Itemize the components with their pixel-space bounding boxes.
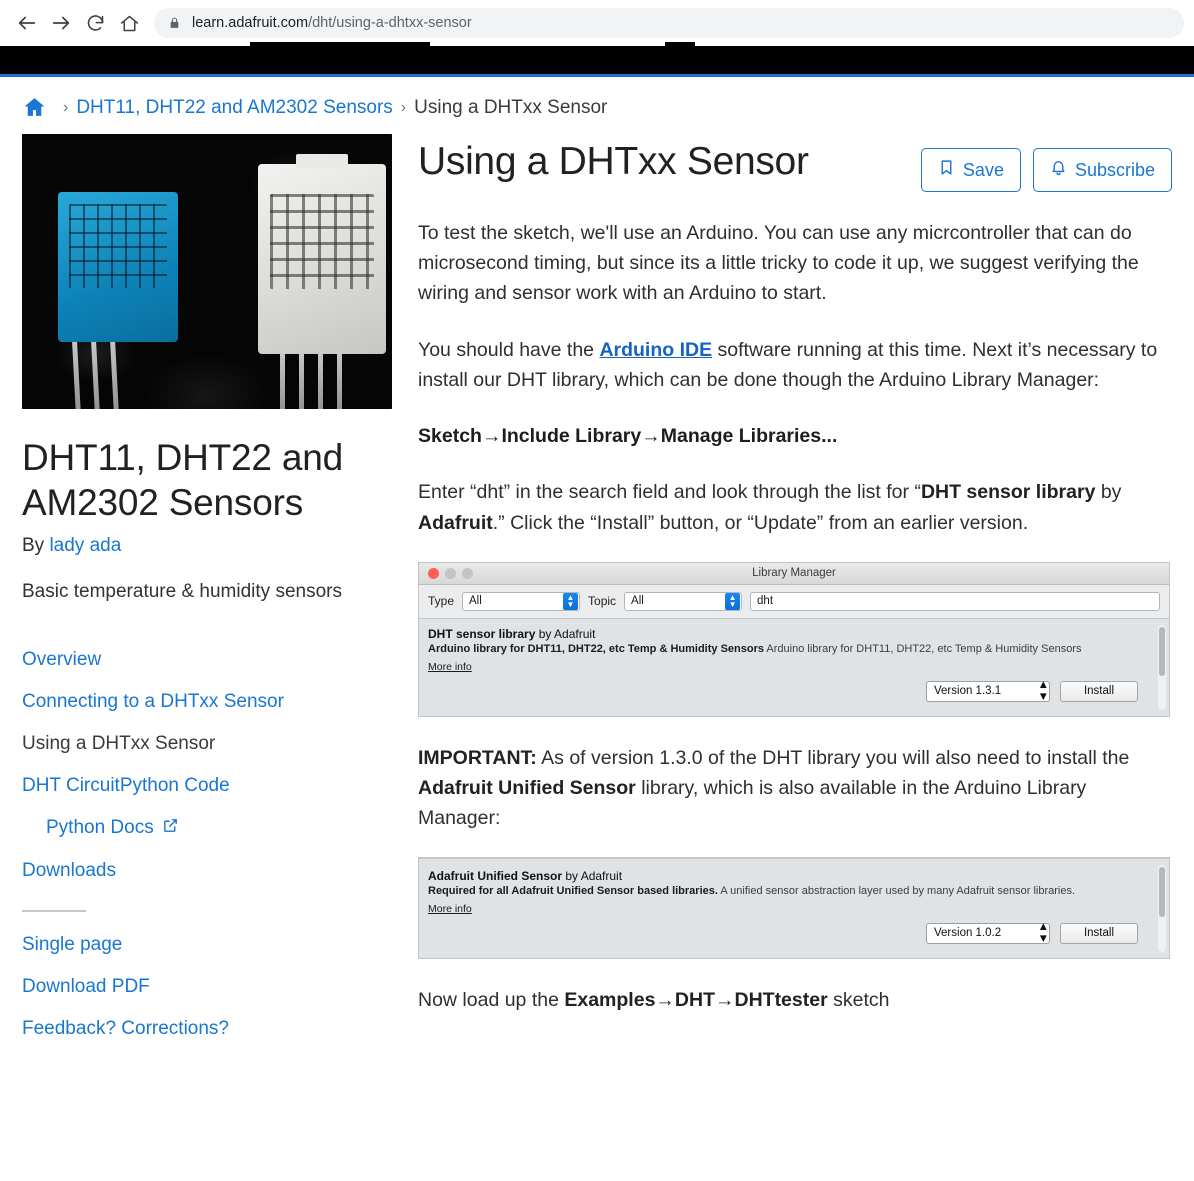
- p3-d: Adafruit: [418, 511, 493, 534]
- lm-scrollbar: [1158, 625, 1166, 710]
- lm-window-title: Library Manager: [752, 567, 836, 580]
- paragraph-ide-after: software running at this time. Next it’s necessary to install our DHT library, which can be done though the Arduino Library Manager:: [418, 338, 1158, 391]
- content-header: [418, 140, 1172, 192]
- forward-icon[interactable]: [44, 6, 78, 40]
- lm-type-label: Type: [428, 594, 455, 609]
- lm-entry-desc-bold: Arduino library for DHT11, DHT22, etc Temp & Humidity Sensors: [428, 642, 764, 655]
- toc-item-python-docs[interactable]: [22, 807, 394, 850]
- lm-topic-select: [624, 592, 742, 611]
- lm-more-info-link: More info: [428, 660, 472, 673]
- back-icon[interactable]: [10, 6, 44, 40]
- toc-item-label: Python Docs: [46, 817, 154, 839]
- toc-item-feedback[interactable]: Feedback? Corrections?: [22, 1017, 229, 1039]
- lm-more-info-link: More info: [428, 902, 472, 915]
- author-link[interactable]: lady ada: [49, 535, 122, 557]
- lm-version-select: [926, 923, 1050, 944]
- paragraph-load-example: [418, 985, 1172, 1015]
- lm-entry-desc-rest: A unified sensor abstraction layer used by many Adafruit sensor libraries.: [717, 885, 1076, 898]
- library-manager-screenshot-2: [418, 857, 1170, 959]
- dht22-pins: [280, 351, 342, 409]
- toc-item-download-pdf[interactable]: Download PDF: [22, 975, 150, 997]
- lm-entry-author: by Adafruit: [535, 626, 596, 641]
- header-actions: [921, 140, 1172, 192]
- lm-entry-name: DHT sensor library: [428, 626, 536, 641]
- guide-title: DHT11, DHT22 and AM2302 Sensors: [22, 437, 344, 524]
- p4-d: library, which is also available in the Arduino Library Manager:: [418, 776, 1087, 829]
- paragraph-search: [418, 477, 1172, 537]
- lm-search-value: dht: [757, 595, 774, 608]
- page-title: Using a DHTxx Sensor: [418, 140, 809, 183]
- p5-c: sketch: [827, 988, 890, 1011]
- lm-type-value: All: [469, 595, 482, 608]
- breadcrumb-parent-link[interactable]: DHT11, DHT22 and AM2302 Sensors: [76, 96, 393, 118]
- p5-b: Examples→DHT→DHTtester: [564, 988, 828, 1011]
- url-path: /dht/using-a-dhtxx-sensor: [308, 15, 472, 31]
- lm-version-select: [926, 681, 1050, 702]
- lm-entry-description: [428, 885, 1160, 899]
- lm-entry-author: by Adafruit: [562, 869, 623, 884]
- subscribe-button-label: Subscribe: [1074, 159, 1155, 180]
- browser-toolbar: [0, 0, 1194, 46]
- lm-scrollbar: [1158, 865, 1166, 952]
- band-shape-right: [665, 42, 695, 50]
- breadcrumb-separator-1: ›: [63, 98, 69, 116]
- p4-c: Adafruit Unified Sensor: [418, 776, 636, 799]
- lm-entry-title: [428, 869, 1160, 883]
- lock-icon: [168, 15, 181, 31]
- lm-entry-actions: [428, 917, 1160, 952]
- sidebar: [22, 134, 394, 1050]
- bell-icon: [1050, 158, 1067, 182]
- external-link-icon: [162, 817, 179, 840]
- paragraph-ide: [418, 335, 1172, 395]
- chevron-updown-icon: ▲ ▼: [563, 593, 578, 610]
- lm-type-select: [462, 592, 580, 611]
- guide-description: Basic temperature & humidity sensors: [22, 581, 342, 603]
- byline-prefix: By: [22, 535, 50, 557]
- band-shape-left: [250, 42, 430, 50]
- breadcrumb-current: Using a DHTxx Sensor: [414, 96, 608, 118]
- table-of-contents: [22, 639, 394, 1050]
- lm-entry-title: [428, 627, 1160, 641]
- bookmark-icon: [938, 158, 955, 182]
- p4-b: As of version 1.3.0 of the DHT library you will also need to install the: [536, 746, 1130, 769]
- lm-install-button: Install: [1060, 681, 1138, 702]
- p5-a: Now load up the: [418, 988, 565, 1011]
- p3-b: DHT sensor library: [920, 481, 1096, 504]
- dht11-pins: [72, 338, 119, 409]
- dht11-sensor: [58, 192, 178, 342]
- save-button-label: Save: [962, 159, 1004, 180]
- address-bar[interactable]: [154, 8, 1184, 38]
- lm-entry-desc-rest: Arduino library for DHT11, DHT22, etc Temp & Humidity Sensors: [763, 642, 1082, 655]
- p3-a: Enter “dht” in the search field and look through the list for “: [418, 481, 921, 504]
- menu-path-text: Sketch→Include Library→Manage Libraries...: [418, 425, 838, 448]
- lm-version-value: Version 1.3.1: [934, 685, 1002, 697]
- toc-item-overview[interactable]: Overview: [22, 648, 102, 670]
- guide-byline: [22, 535, 394, 557]
- toc-item-circuitpython[interactable]: DHT CircuitPython Code: [22, 774, 230, 796]
- reload-icon[interactable]: [78, 6, 112, 40]
- toc-divider: [22, 910, 86, 912]
- toc-item-connecting[interactable]: Connecting to a DHTxx Sensor: [22, 690, 284, 712]
- p3-e: .” Click the “Install” button, or “Update” from an earlier version.: [492, 511, 1029, 534]
- lm-results-list-2: [419, 858, 1169, 958]
- lm-topic-value: All: [631, 595, 644, 608]
- toc-item-using[interactable]: Using a DHTxx Sensor: [22, 732, 216, 754]
- guide-hero-image: [22, 134, 392, 409]
- toc-item-single-page[interactable]: Single page: [22, 933, 123, 955]
- paragraph-intro: To test the sketch, we'll use an Arduino. You can use any micrcontroller that can do microsecond timing, but since its a little tricky to code it up, we suggest verifying the wiring and sensor work with an Arduino to start.: [418, 222, 1139, 305]
- chevron-updown-icon: ▲ ▼: [725, 593, 740, 610]
- breadcrumb-separator-2: ›: [400, 98, 407, 116]
- page-body: [0, 134, 1194, 1050]
- save-button[interactable]: [921, 148, 1021, 192]
- lm-search-field: [750, 592, 1160, 611]
- library-manager-screenshot-1: [418, 562, 1170, 717]
- p4-important: IMPORTANT:: [418, 746, 537, 769]
- lm-entry-description: [428, 643, 1160, 657]
- lm-entry-actions: [428, 675, 1160, 710]
- lm-entry-desc-bold: Required for all Adafruit Unified Sensor based libraries.: [428, 885, 718, 898]
- lm-filter-row: [419, 585, 1169, 618]
- home-icon[interactable]: [112, 6, 146, 40]
- breadcrumb: [0, 77, 1194, 134]
- site-header-band: [0, 46, 1194, 74]
- lm-titlebar: [419, 563, 1169, 585]
- lm-version-value: Version 1.0.2: [934, 927, 1002, 940]
- breadcrumb-home-icon[interactable]: [22, 95, 47, 120]
- paragraph-important: [418, 743, 1172, 834]
- lm-results-list: [419, 618, 1169, 716]
- paragraph-ide-before: You should have the: [418, 338, 600, 361]
- dht22-sensor: [258, 164, 386, 354]
- lm-topic-label: Topic: [588, 594, 617, 609]
- chevron-updown-icon: ▲ ▼: [1037, 921, 1049, 946]
- p3-c: by: [1095, 481, 1122, 504]
- toc-item-downloads[interactable]: Downloads: [22, 859, 116, 881]
- lm-entry-name: Adafruit Unified Sensor: [428, 869, 563, 884]
- url-domain: learn.adafruit.com: [192, 15, 309, 31]
- lm-install-button: Install: [1060, 923, 1138, 944]
- chevron-updown-icon: ▲ ▼: [1037, 679, 1049, 703]
- subscribe-button[interactable]: [1033, 148, 1172, 192]
- main-content: [394, 134, 1172, 1050]
- arduino-ide-link[interactable]: Arduino IDE: [599, 338, 713, 361]
